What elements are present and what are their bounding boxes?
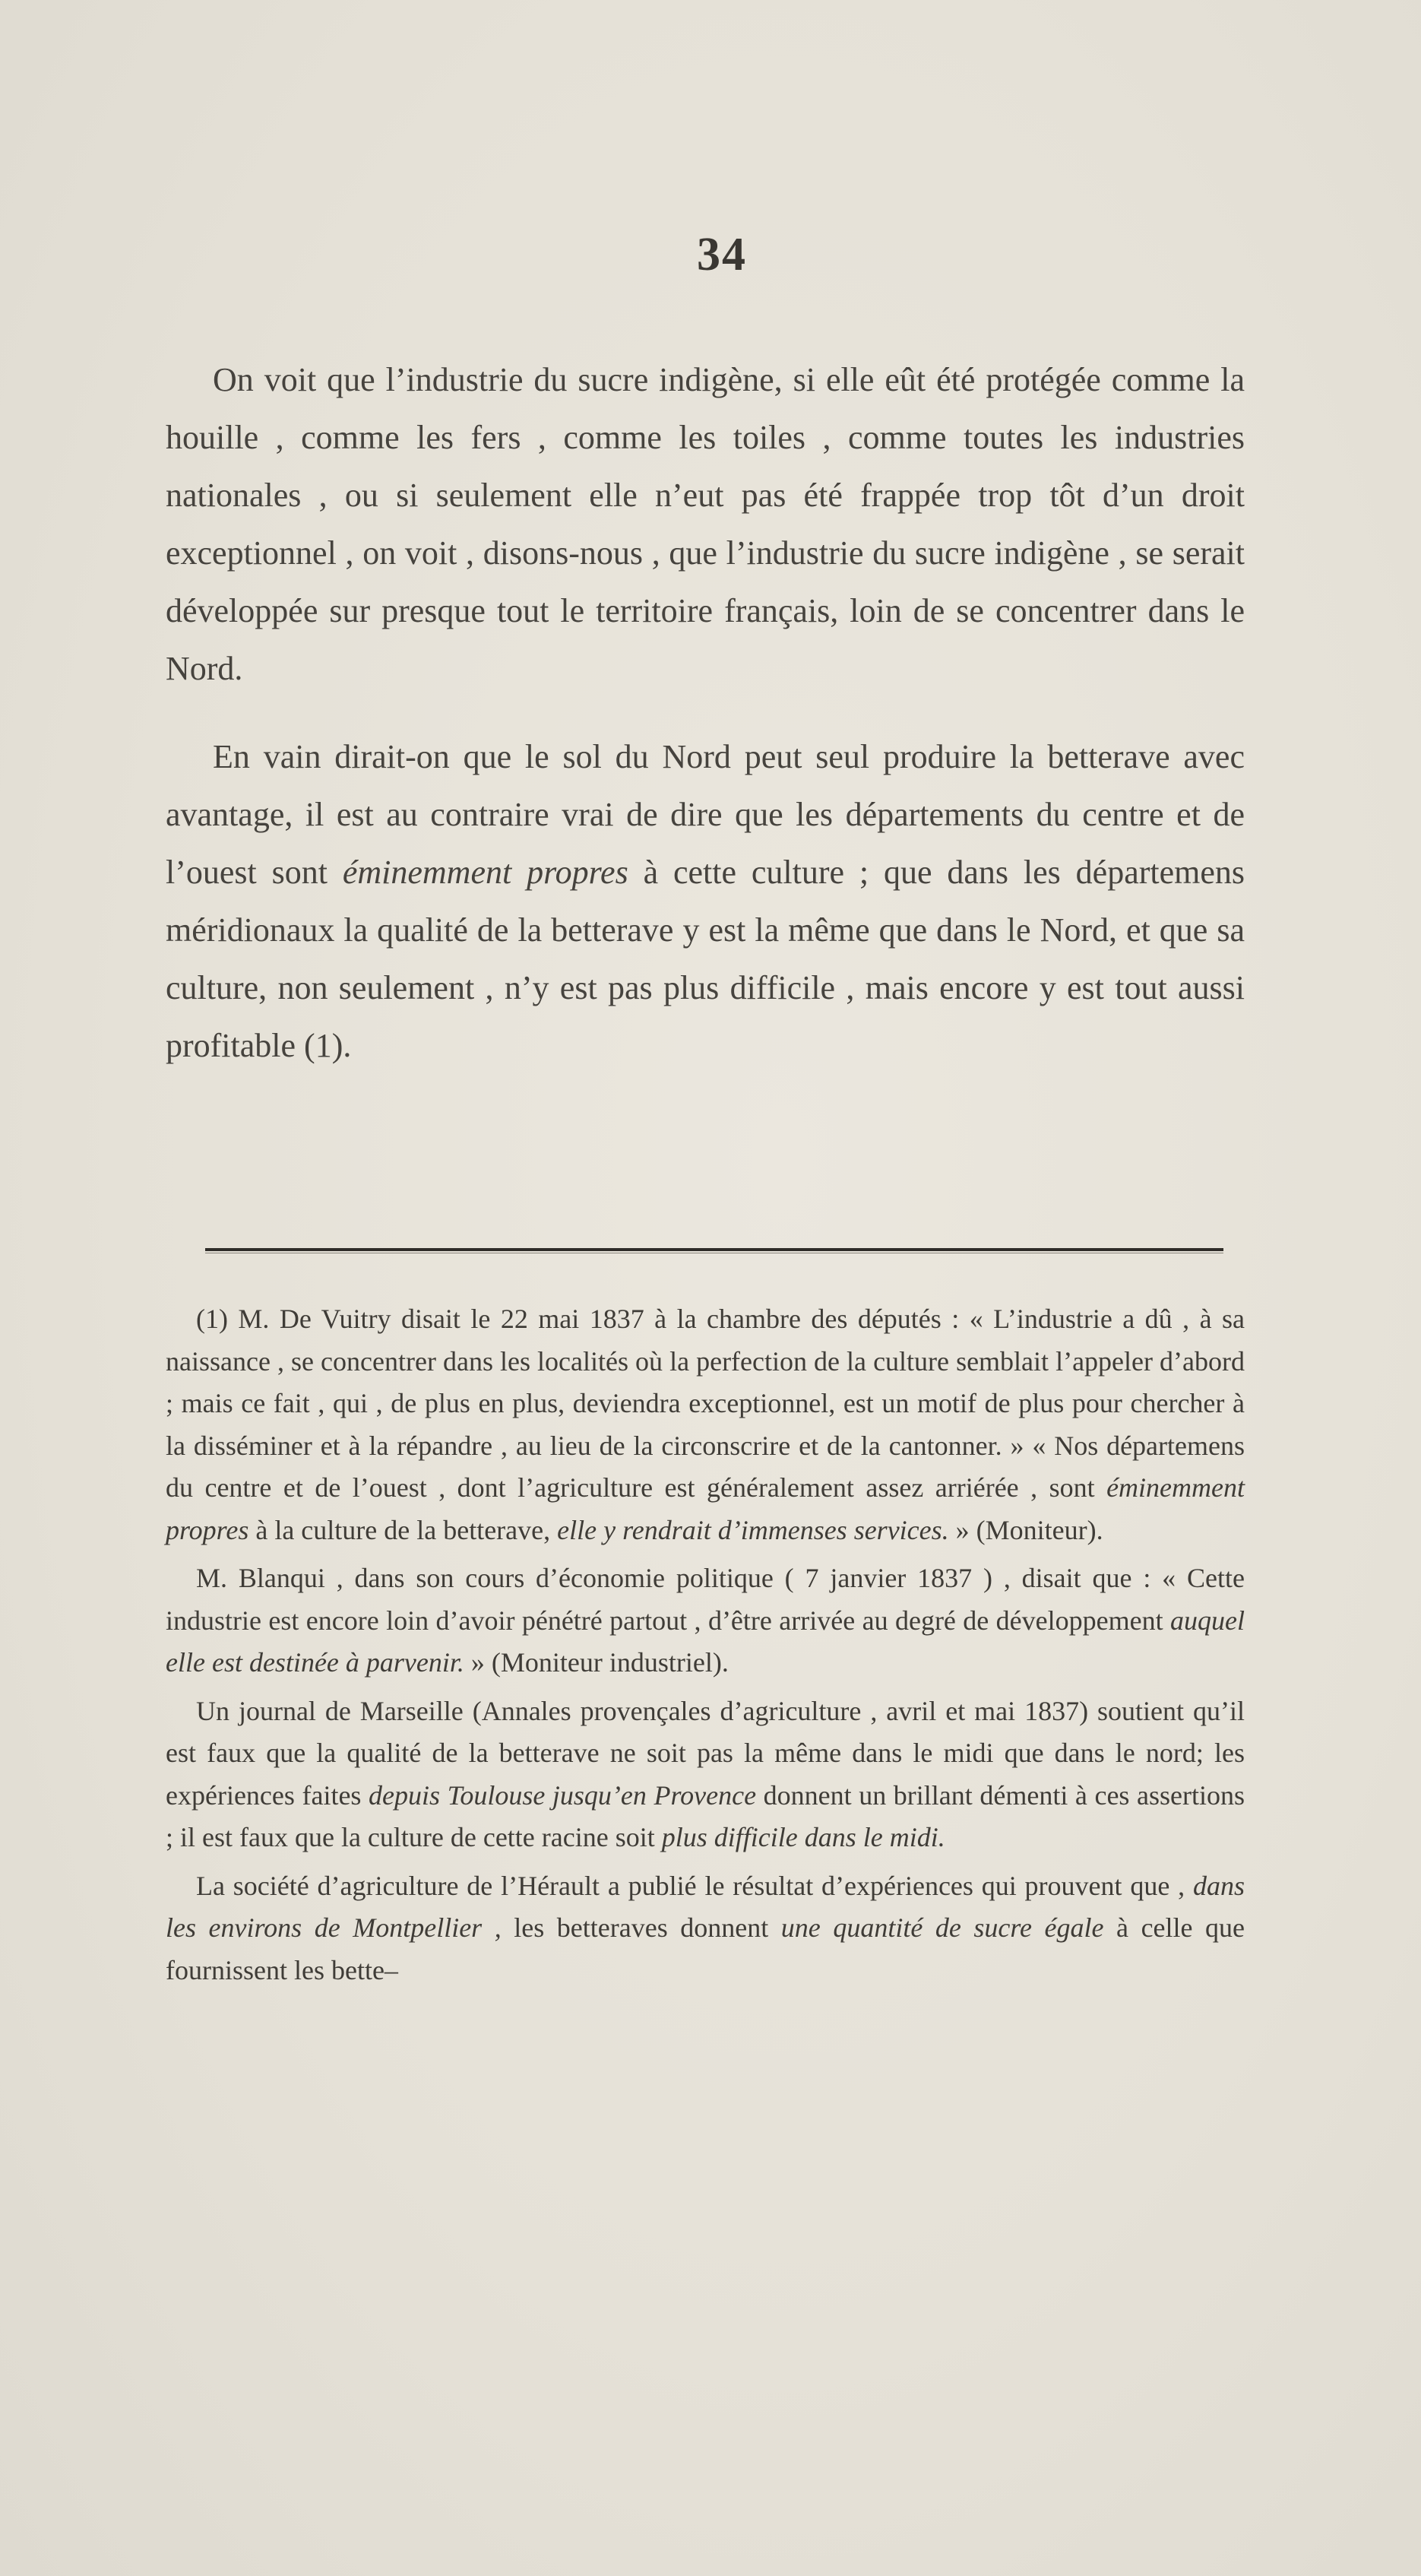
footnote-1-text-a: (1) M. De Vuitry disait le 22 mai 1837 à la chambre des députés : « L’industrie a dû , à sa naissance , se concentrer dans les localités où la perfection de la culture semblait l’appeler d’abord ; mais ce fait , qui , de plus en plus, deviendra exceptionnel, est un motif de plus pour chercher à la disséminer et à la répandre , au lieu de la circonscrire et de la cantonner. » « Nos départemens du centre et de l’ouest , dont l’agriculture est généralement assez arriérée , sont [166, 1304, 1245, 1503]
footnote-1-text-c: » (Moniteur). [955, 1514, 1103, 1545]
footnote-4 [166, 1865, 1245, 1992]
paragraph-2-emphasis: éminemment propres [342, 854, 628, 891]
footnote-1-text-b: à la culture de la betterave, [255, 1514, 551, 1545]
footnote-1 [166, 1298, 1245, 1551]
footnote-4-text-b: les betteraves donnent [514, 1912, 769, 1943]
footnote-2-text-a: M. Blanqui , dans son cours d’économie politique ( 7 janvier 1837 ) , disait que : « Cette industrie est encore loin d’avoir pénétré partout , d’être arrivée au degré de développement [166, 1563, 1245, 1636]
footnote-3-text-b: donnent un brillant démenti à ces assertions ; il est faux que la culture de cette racine soit [166, 1779, 1245, 1852]
footnote-4-text-a: La société d’agriculture de l’Hérault a publié le résultat d’expériences qui prouvent que , [196, 1870, 1185, 1901]
footnote-1-emphasis-a: éminemment propres [166, 1472, 1245, 1545]
footnote-4-emphasis-a: dans les environs de Montpellier , [166, 1870, 1245, 1943]
paragraph-2-text-a: En vain dirait-on que le sol du Nord peut seul produire la betterave avec avantage, il est au contraire vrai de dire que les départements du centre et de l’ouest sont [166, 738, 1245, 891]
footnote-3-emphasis-b: plus difficile dans le midi. [661, 1822, 945, 1852]
footnote-3-emphasis-a: depuis Toulouse jusqu’en Provence [369, 1779, 757, 1811]
footnote-1-emphasis-b: elle y rendrait d’immenses services. [557, 1514, 949, 1545]
page-number: 34 [697, 229, 747, 280]
footnote-separator [205, 1248, 1223, 1251]
paragraph-2 [166, 728, 1245, 1075]
paragraph-2-text-b: à cette culture ; que dans les départemens méridionaux la qualité de la betterave y est la même que dans le Nord, et que sa culture, non seulement , n’y est pas plus difficile , mais encore y est tout aussi profitable (1). [166, 854, 1245, 1064]
paragraph-1: On voit que l’industrie du sucre indigène, si elle eût été protégée comme la houille , comme les fers , comme les toiles , comme toutes les industries nationales , ou si seulement elle n’eut pas été frappée trop tôt d’un droit exceptionnel , on voit , disons-nous , que l’industrie du sucre indigène , se serait développée sur presque tout le territoire français, loin de se concentrer dans le Nord. [166, 361, 1245, 687]
footnote-4-emphasis-b: une quantité de sucre égale [780, 1912, 1104, 1943]
footnote-2-text-b: » (Moniteur industriel). [470, 1647, 729, 1678]
footnote-3-text-a: Un journal de Marseille (Annales provençales d’agriculture , avril et mai 1837) soutient qu’il est faux que la qualité de la betterave ne soit pas la même dans le midi que dans le nord; les expériences faites [166, 1695, 1245, 1811]
footnote-2 [166, 1557, 1245, 1684]
main-text [166, 351, 1245, 1075]
footnote-4-text-c: à celle que fournissent les bette– [166, 1912, 1245, 1985]
footnote-3 [166, 1690, 1245, 1859]
footnotes [166, 1298, 1245, 1991]
footnote-2-emphasis: auquel elle est destinée à parvenir. [166, 1605, 1245, 1678]
